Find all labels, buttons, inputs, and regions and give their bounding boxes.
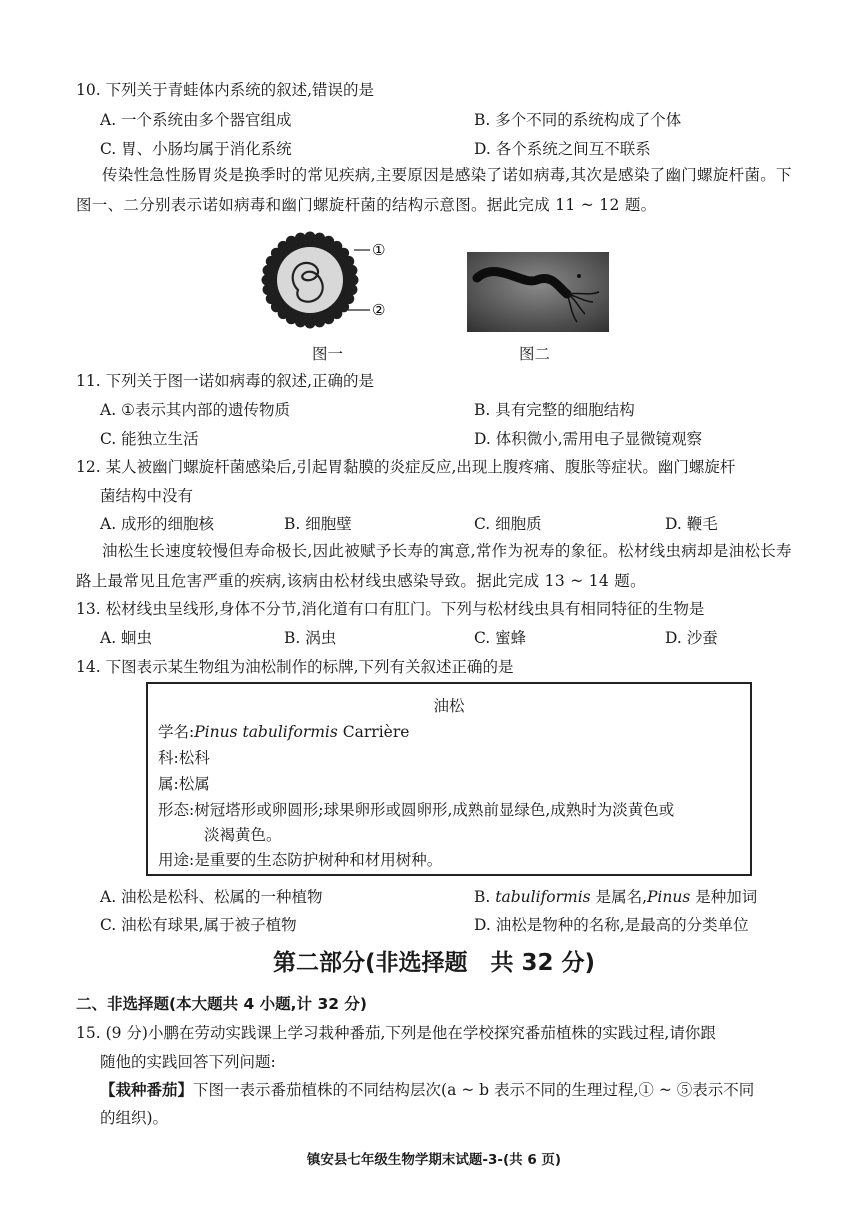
q10-option-a: A. 一个系统由多个器官组成 (100, 111, 292, 129)
q12-option-b: B. 细胞壁 (284, 515, 352, 533)
q11-option-c: C. 能独立生活 (100, 430, 199, 448)
q10-option-d: D. 各个系统之间互不联系 (474, 140, 651, 158)
q11-option-a: A. ①表示其内部的遗传物质 (100, 401, 290, 419)
card-scientific-name: 学名:Pinus tabuliformis Carrière (158, 723, 410, 741)
card-morphology-line2: 淡褐黄色。 (204, 826, 282, 844)
q15-line4: 的组织)。 (100, 1109, 169, 1127)
q10-option-c: C. 胃、小肠均属于消化系统 (100, 140, 292, 158)
marker-1: ① (372, 241, 386, 259)
q12-option-d: D. 鞭毛 (665, 515, 718, 533)
q13-option-d: D. 沙蚕 (665, 629, 718, 647)
card-family: 科:松科 (158, 749, 210, 767)
part2-title: 第二部分(非选择题 共 32 分) (272, 950, 596, 976)
passage-norovirus: 传染性急性肠胃炎是换季时的常见疾病,主要原因是感染了诺如病毒,其次是感染了幽门螺旋杆菌。下图一、二分别表示诺如病毒和幽门螺旋杆菌的结构示意图。据此完成 11 ~ 12 题。 (76, 166, 792, 214)
norovirus-figure (258, 230, 398, 330)
section2-heading: 二、非选择题(本大题共 4 小题,计 32 分) (76, 995, 367, 1013)
card-genus: 属:松属 (158, 775, 210, 793)
q13-option-a: A. 蛔虫 (100, 629, 153, 647)
page-footer: 镇安县七年级生物学期末试题-3-(共 6 页) (306, 1152, 562, 1168)
q12-option-c: C. 细胞质 (474, 515, 542, 533)
q13-option-c: C. 蜜蜂 (474, 629, 527, 647)
q15-tag: 【栽种番茄】 (100, 1081, 194, 1099)
q14-option-c: C. 油松有球果,属于被子植物 (100, 916, 297, 934)
figure2-caption: 图二 (519, 345, 551, 363)
q14-stem: 14. 下图表示某生物组为油松制作的标牌,下列有关叙述正确的是 (76, 658, 514, 676)
helicobacter-figure (467, 252, 609, 332)
q10-stem: 10. 下列关于青蛙体内系统的叙述,错误的是 (76, 81, 375, 99)
card-morphology-line1: 形态:树冠塔形或卵圆形;球果卵形或圆卵形,成熟前显绿色,成熟时为淡黄色或 (158, 801, 675, 819)
q15-line2: 随他的实践回答下列问题: (100, 1053, 276, 1071)
q15-line1: 15. (9 分)小鹏在劳动实践课上学习栽种番茄,下列是他在学校探究番茄植株的实践过程,请你跟 (76, 1024, 716, 1042)
card-title: 油松 (433, 697, 465, 715)
q10-option-b: B. 多个不同的系统构成了个体 (474, 111, 682, 129)
figure1-caption: 图一 (312, 345, 344, 363)
q12-option-a: A. 成形的细胞核 (100, 515, 215, 533)
q11-stem: 11. 下列关于图一诺如病毒的叙述,正确的是 (76, 372, 375, 390)
q13-option-b: B. 涡虫 (284, 629, 337, 647)
q13-stem: 13. 松材线虫呈线形,身体不分节,消化道有口有肛门。下列与松材线虫具有相同特征的生物是 (76, 600, 705, 618)
q14-option-b: B. tabuliformis 是属名,Pinus 是种加词 (474, 888, 758, 906)
q15-line3: 【栽种番茄】下图一表示番茄植株的不同结构层次(a ~ b 表示不同的生理过程,① ~ ⑤表示不同 (100, 1081, 755, 1099)
pine-specimen-label (146, 682, 752, 876)
q11-option-d: D. 体积微小,需用电子显微镜观察 (474, 430, 703, 448)
passage-pine: 油松生长速度较慢但寿命极长,因此被赋予长寿的寓意,常作为祝寿的象征。松材线虫病却是油松长寿路上最常见且危害严重的疾病,该病由松材线虫感染导致。据此完成 13 ~ 14 题。 (76, 542, 792, 590)
marker-2: ② (372, 301, 386, 319)
q11-option-b: B. 具有完整的细胞结构 (474, 401, 635, 419)
q12-stem-line1: 12. 某人被幽门螺旋杆菌感染后,引起胃黏膜的炎症反应,出现上腹疼痛、腹胀等症状。幽门螺旋杆 (76, 458, 736, 476)
q12-stem-line2: 菌结构中没有 (100, 487, 194, 505)
q14-option-a: A. 油松是松科、松属的一种植物 (100, 888, 323, 906)
q14-option-d: D. 油松是物种的名称,是最高的分类单位 (474, 916, 749, 934)
card-use: 用途:是重要的生态防护树种和材用树种。 (158, 851, 443, 869)
